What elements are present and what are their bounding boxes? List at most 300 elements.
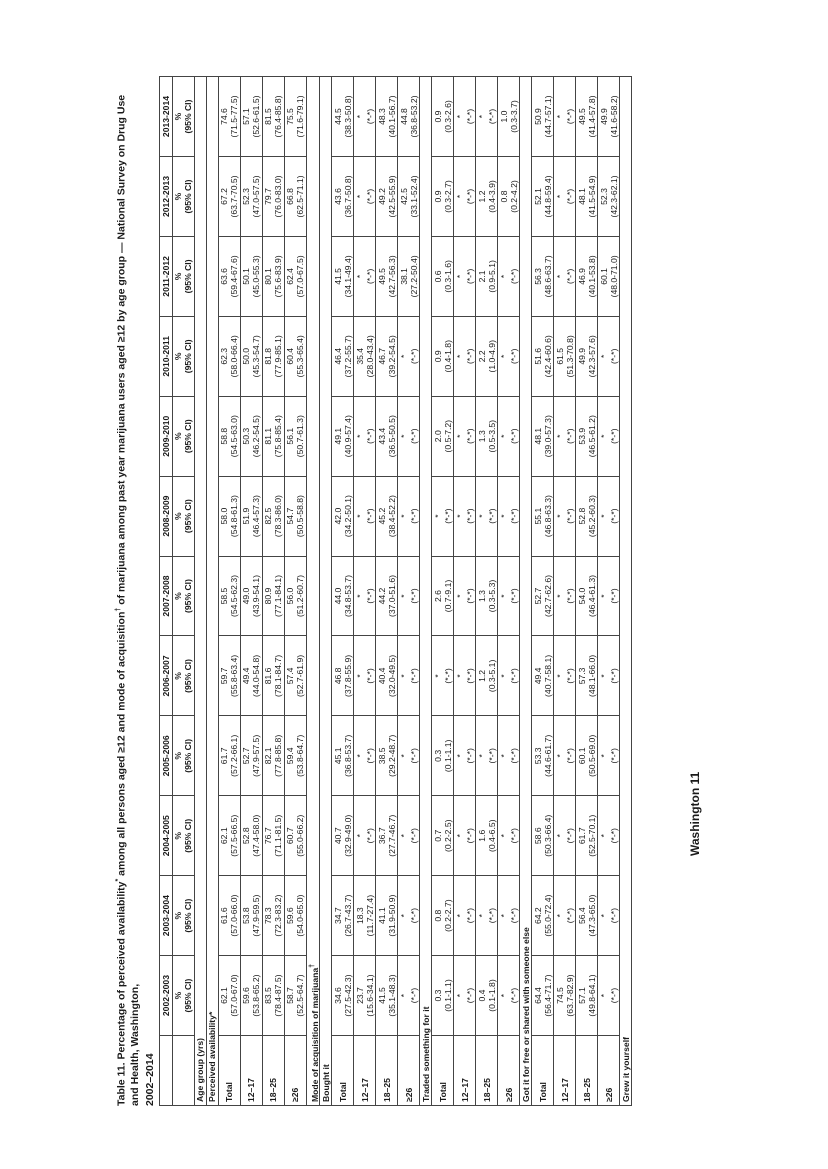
percent-value: 1.2 xyxy=(476,669,487,682)
confidence-interval: (*-*) xyxy=(508,668,519,684)
confidence-interval: (*-*) xyxy=(564,188,575,205)
percent-value: 81.1 xyxy=(263,427,273,445)
estimate-cell xyxy=(554,956,576,1036)
estimate-cell xyxy=(532,476,554,556)
confidence-interval: (76.4-85.8) xyxy=(273,95,283,138)
confidence-interval: (27.5-42.3) xyxy=(342,974,353,1017)
percent-value: 50.1 xyxy=(241,268,251,285)
section-header-row xyxy=(520,77,532,1106)
confidence-interval: (*-*) xyxy=(608,588,619,604)
estimate-cell xyxy=(432,157,454,237)
age-group-cell: ≥26 xyxy=(284,1036,306,1106)
confidence-interval: (29.2-48.7) xyxy=(386,734,397,777)
table-header xyxy=(159,77,206,1106)
confidence-interval: (*-*) xyxy=(464,668,475,684)
section-label-text: Traded something for it xyxy=(420,1006,431,1102)
age-group-cell: 18–25 xyxy=(262,1036,284,1106)
percent-symbol: % xyxy=(173,672,183,680)
estimate-cell xyxy=(554,716,576,796)
estimate-cell xyxy=(432,796,454,876)
percent-value: * xyxy=(554,913,565,918)
age-group-cell: 12–17 xyxy=(554,1036,576,1106)
age-group-cell: Total xyxy=(218,1036,240,1106)
confidence-interval: (41.4-57.8) xyxy=(586,95,597,138)
estimate-cell xyxy=(476,157,498,237)
percent-value: 80.1 xyxy=(263,268,273,285)
percent-value: * xyxy=(498,674,509,678)
confidence-interval: (42.7-56.3) xyxy=(386,255,397,298)
section-label-text: Bought it xyxy=(320,1064,331,1102)
section-label-text: Perceived availability* xyxy=(207,1011,217,1102)
estimate-cell xyxy=(354,157,376,237)
percent-value: 42.0 xyxy=(332,507,343,525)
ci-label: (95% CI) xyxy=(183,419,193,454)
estimate-cell xyxy=(240,876,262,956)
estimate-cell xyxy=(476,876,498,956)
estimate-cell xyxy=(454,316,476,396)
percent-value: 74.5 xyxy=(554,987,565,1004)
age-group-cell: 18–25 xyxy=(476,1036,498,1106)
confidence-interval: (0.2-2.7) xyxy=(442,899,453,932)
percent-value: 0.3 xyxy=(432,989,443,1002)
percent-value: 53.9 xyxy=(576,427,587,445)
confidence-interval: (*-*) xyxy=(608,508,619,524)
confidence-interval: (54.0-65.0) xyxy=(295,894,305,937)
estimate-cell xyxy=(240,956,262,1036)
percent-value: * xyxy=(454,594,465,598)
confidence-interval: (*-*) xyxy=(508,588,519,604)
estimate-cell xyxy=(354,876,376,956)
percent-value: * xyxy=(354,434,365,438)
percent-value: 0.3 xyxy=(432,749,443,762)
estimate-cell xyxy=(454,556,476,636)
estimate-cell xyxy=(284,316,306,396)
estimate-cell xyxy=(332,157,354,237)
estimate-cell xyxy=(398,236,420,316)
ci-subheader xyxy=(172,236,194,316)
confidence-interval: (*-*) xyxy=(408,748,419,764)
confidence-interval: (*-*) xyxy=(442,508,453,524)
estimate-cell xyxy=(376,316,398,396)
estimate-cell xyxy=(262,476,284,556)
confidence-interval: (*-*) xyxy=(464,828,475,844)
percent-value: 64.2 xyxy=(532,907,543,925)
percent-value: 81.6 xyxy=(263,667,273,685)
percent-value: 51.6 xyxy=(532,347,543,365)
confidence-interval: (0.2-2.5) xyxy=(442,819,453,852)
confidence-interval: (48.0-71.0) xyxy=(608,255,619,298)
percent-value: 44.2 xyxy=(376,587,387,605)
percent-value: * xyxy=(554,834,565,838)
confidence-interval: (0.1-1.8) xyxy=(486,979,497,1012)
confidence-interval: (45.0-55.3) xyxy=(251,255,261,298)
estimate-cell xyxy=(218,796,240,876)
percent-value: * xyxy=(454,674,465,678)
confidence-interval: (36.8-53.2) xyxy=(408,95,419,138)
estimate-cell xyxy=(284,636,306,716)
confidence-interval: (37.0-51.6) xyxy=(386,575,397,618)
estimate-cell xyxy=(476,556,498,636)
confidence-interval: (46.4-57.3) xyxy=(251,495,261,538)
percent-value: * xyxy=(554,754,565,758)
percent-value: 62.1 xyxy=(219,987,229,1004)
estimate-cell xyxy=(354,956,376,1036)
percent-value: 62.4 xyxy=(285,268,295,285)
confidence-interval: (*-*) xyxy=(464,188,475,205)
percent-value: 58.8 xyxy=(219,427,229,445)
percent-value: 1.3 xyxy=(476,430,487,443)
confidence-interval: (*-*) xyxy=(608,348,619,364)
year-header: 2008-2009 xyxy=(159,476,172,556)
confidence-interval: (*-*) xyxy=(564,588,575,604)
confidence-interval: (56.4-71.7) xyxy=(542,974,553,1017)
estimate-cell xyxy=(218,396,240,476)
confidence-interval: (50.3-66.4) xyxy=(542,814,553,857)
ci-label: (95% CI) xyxy=(183,499,193,534)
estimate-cell xyxy=(354,636,376,716)
percent-value: * xyxy=(354,194,365,199)
table-row xyxy=(332,77,354,1106)
estimate-cell xyxy=(576,77,598,157)
percent-value: 45.2 xyxy=(376,507,387,525)
percent-symbol: % xyxy=(173,432,183,441)
percent-value: * xyxy=(454,354,465,358)
estimate-cell xyxy=(332,956,354,1036)
estimate-cell xyxy=(218,876,240,956)
confidence-interval: (0.7-9.1) xyxy=(442,579,453,613)
confidence-interval: (*-*) xyxy=(364,268,375,285)
estimate-cell xyxy=(476,636,498,716)
estimate-cell xyxy=(454,396,476,476)
table-body xyxy=(206,77,632,1106)
table-row xyxy=(262,77,284,1106)
confidence-interval: (55.0-72.4) xyxy=(542,894,553,937)
percent-value: 49.5 xyxy=(376,268,387,285)
age-group-cell: Total xyxy=(532,1036,554,1106)
confidence-interval: (34.2-50.1) xyxy=(342,495,353,538)
estimate-cell xyxy=(376,236,398,316)
estimate-cell xyxy=(332,236,354,316)
corner-cell xyxy=(159,1036,172,1106)
estimate-cell xyxy=(498,876,520,956)
confidence-interval: (45.2-60.3) xyxy=(586,495,597,538)
percent-value: 76.7 xyxy=(263,827,273,845)
confidence-interval: (*-*) xyxy=(486,508,497,524)
estimate-cell xyxy=(532,316,554,396)
section-label-text: Got it for free or shared with someone else xyxy=(520,927,531,1102)
confidence-interval: (54.5-63.0) xyxy=(229,415,239,458)
percent-value: * xyxy=(454,913,465,918)
confidence-interval: (39.2-54.5) xyxy=(386,335,397,378)
estimate-cell xyxy=(262,556,284,636)
ci-subheader xyxy=(172,556,194,636)
estimate-cell xyxy=(240,316,262,396)
ci-subheader xyxy=(172,316,194,396)
confidence-interval: (*-*) xyxy=(608,908,619,924)
confidence-interval: (55.3-65.4) xyxy=(295,335,305,378)
confidence-interval: (77.1-84.1) xyxy=(273,575,283,618)
percent-symbol: % xyxy=(173,112,183,121)
percent-value: 46.9 xyxy=(576,268,587,285)
table-row xyxy=(476,77,498,1106)
age-group-header-row xyxy=(194,77,206,1106)
estimate-cell xyxy=(598,716,620,796)
confidence-interval: (*-*) xyxy=(564,508,575,524)
confidence-interval: (*-*) xyxy=(408,828,419,844)
confidence-interval: (71.1-81.5) xyxy=(273,814,283,857)
confidence-interval: (*-*) xyxy=(364,188,375,205)
ci-label: (95% CI) xyxy=(183,978,193,1013)
estimate-cell xyxy=(532,556,554,636)
percent-value: 2.1 xyxy=(476,270,487,283)
percent-value: * xyxy=(398,913,409,918)
estimate-cell xyxy=(354,556,376,636)
percent-value: * xyxy=(454,114,465,119)
estimate-cell xyxy=(476,796,498,876)
confidence-interval: (*-*) xyxy=(564,268,575,285)
confidence-interval: (*-*) xyxy=(464,108,475,125)
confidence-interval: (38.4-52.2) xyxy=(386,495,397,538)
estimate-cell xyxy=(554,476,576,556)
percent-value: 61.7 xyxy=(219,747,229,765)
confidence-interval: (46.2-54.5) xyxy=(251,415,261,458)
percent-value: 59.7 xyxy=(219,667,229,685)
estimate-cell xyxy=(218,77,240,157)
estimate-cell xyxy=(598,316,620,396)
estimate-cell xyxy=(432,876,454,956)
estimate-cell xyxy=(598,476,620,556)
confidence-interval: (71.6-79.1) xyxy=(295,95,305,138)
confidence-interval: (11.7-27.4) xyxy=(364,894,375,937)
confidence-interval: (42.3-62.1) xyxy=(608,175,619,218)
estimate-cell xyxy=(498,157,520,237)
percent-value: * xyxy=(476,514,487,518)
estimate-cell xyxy=(262,716,284,796)
estimate-cell xyxy=(598,236,620,316)
estimate-cell xyxy=(376,956,398,1036)
age-group-cell: ≥26 xyxy=(398,1036,420,1106)
percent-value: 1.6 xyxy=(476,829,487,842)
estimate-cell xyxy=(598,77,620,157)
percent-value: 42.5 xyxy=(398,188,409,205)
confidence-interval: (0.3-2.7) xyxy=(442,180,453,213)
confidence-interval: (28.0-43.4) xyxy=(364,335,375,378)
ci-label: (95% CI) xyxy=(183,99,193,134)
percent-value: 53.3 xyxy=(532,747,543,765)
ci-subheader xyxy=(172,956,194,1036)
percent-value: * xyxy=(454,993,465,998)
percent-value: * xyxy=(398,354,409,358)
percent-value: * xyxy=(598,754,609,758)
confidence-interval: (57.2-66.1) xyxy=(229,734,239,777)
ci-subheader xyxy=(172,157,194,237)
confidence-interval: (59.4-67.6) xyxy=(229,255,239,298)
estimate-cell xyxy=(498,556,520,636)
table-row xyxy=(498,77,520,1106)
data-table xyxy=(159,76,633,1106)
estimate-cell xyxy=(398,716,420,796)
estimate-cell xyxy=(284,556,306,636)
confidence-interval: (78.1-84.7) xyxy=(273,654,283,697)
age-group-cell: 18–25 xyxy=(576,1036,598,1106)
percent-value: * xyxy=(554,434,565,438)
estimate-cell xyxy=(454,876,476,956)
confidence-interval: (*-*) xyxy=(464,987,475,1004)
estimate-cell xyxy=(240,716,262,796)
confidence-interval: (47.9-57.5) xyxy=(251,734,261,777)
confidence-interval: (39.0-57.3) xyxy=(542,415,553,458)
percent-value: * xyxy=(398,754,409,758)
percent-value: 44.8 xyxy=(398,108,409,125)
confidence-interval: (36.8-53.7) xyxy=(342,734,353,777)
estimate-cell xyxy=(598,157,620,237)
age-group-cell: 12–17 xyxy=(240,1036,262,1106)
percent-value: 1.2 xyxy=(476,190,487,203)
percent-value: * xyxy=(498,274,509,279)
percent-value: 80.9 xyxy=(263,587,273,605)
estimate-cell xyxy=(432,556,454,636)
percent-value: 61.5 xyxy=(554,347,565,365)
confidence-interval: (0.1-1.1) xyxy=(442,739,453,773)
estimate-cell xyxy=(576,556,598,636)
year-header: 2006-2007 xyxy=(159,636,172,716)
estimate-cell xyxy=(576,796,598,876)
confidence-interval: (52.7-61.9) xyxy=(295,654,305,697)
estimate-cell xyxy=(284,157,306,237)
confidence-interval: (58.0-66.4) xyxy=(229,335,239,378)
percent-value: * xyxy=(598,834,609,838)
percent-value: * xyxy=(476,114,487,119)
percent-value: 41.5 xyxy=(332,268,343,285)
percent-value: 58.5 xyxy=(219,587,229,605)
percent-symbol: % xyxy=(173,192,183,201)
confidence-interval: (40.7-58.1) xyxy=(542,654,553,697)
percent-value: 40.7 xyxy=(332,827,343,845)
estimate-cell xyxy=(554,556,576,636)
confidence-interval: (44.6-61.7) xyxy=(542,734,553,777)
estimate-cell xyxy=(376,77,398,157)
corner-cell xyxy=(172,1036,194,1106)
estimate-cell xyxy=(498,77,520,157)
percent-value: 44.0 xyxy=(332,587,343,605)
estimate-cell xyxy=(576,157,598,237)
confidence-interval: (*-*) xyxy=(508,908,519,924)
confidence-interval: (48.6-63.7) xyxy=(542,255,553,298)
estimate-cell xyxy=(218,157,240,237)
confidence-interval: (49.8-64.1) xyxy=(586,974,597,1017)
confidence-interval: (*-*) xyxy=(464,508,475,524)
percent-value: 61.6 xyxy=(219,907,229,925)
percent-value: 52.3 xyxy=(241,188,251,205)
estimate-cell xyxy=(240,157,262,237)
confidence-interval: (*-*) xyxy=(364,828,375,844)
percent-value: 0.4 xyxy=(476,989,487,1002)
percent-value: 49.9 xyxy=(598,108,609,125)
estimate-cell xyxy=(476,716,498,796)
table-subtitle: 2002–2014 xyxy=(143,1053,156,1106)
table-row xyxy=(576,77,598,1106)
estimate-cell xyxy=(498,396,520,476)
confidence-interval: (78.4-87.5) xyxy=(273,974,283,1017)
percent-value: 62.3 xyxy=(219,347,229,365)
percent-value: 50.0 xyxy=(241,347,251,365)
estimate-cell xyxy=(262,796,284,876)
confidence-interval: (*-*) xyxy=(564,668,575,684)
confidence-interval: (*-*) xyxy=(408,428,419,444)
estimate-cell xyxy=(354,476,376,556)
section-label xyxy=(520,77,532,1106)
ci-label: (95% CI) xyxy=(183,738,193,773)
confidence-interval: (*-*) xyxy=(608,428,619,444)
percent-value: * xyxy=(454,194,465,199)
estimate-cell xyxy=(576,956,598,1036)
estimate-cell xyxy=(576,316,598,396)
estimate-cell xyxy=(398,556,420,636)
year-header: 2011-2012 xyxy=(159,236,172,316)
percent-value: * xyxy=(354,834,365,838)
percent-value: 43.4 xyxy=(376,427,387,445)
confidence-interval: (*-*) xyxy=(564,108,575,125)
confidence-interval: (55.8-63.4) xyxy=(229,654,239,697)
confidence-interval: (52.5-64.7) xyxy=(295,974,305,1017)
table-row xyxy=(218,77,240,1106)
estimate-cell xyxy=(454,77,476,157)
percent-value: 52.7 xyxy=(532,587,543,605)
percent-value: * xyxy=(454,274,465,279)
estimate-cell xyxy=(262,157,284,237)
estimate-cell xyxy=(332,476,354,556)
table-row xyxy=(398,77,420,1106)
percent-value: 56.4 xyxy=(576,907,587,925)
confidence-interval: (77.8-85.8) xyxy=(273,734,283,777)
estimate-cell xyxy=(398,77,420,157)
percent-value: * xyxy=(498,993,509,998)
confidence-interval: (1.0-4.9) xyxy=(486,340,497,373)
estimate-cell xyxy=(218,636,240,716)
percent-value: 82.1 xyxy=(263,747,273,765)
confidence-interval: (42.5-55.9) xyxy=(386,175,397,218)
confidence-interval: (32.0-49.5) xyxy=(386,654,397,697)
age-group-cell: 12–17 xyxy=(454,1036,476,1106)
percent-value: * xyxy=(398,594,409,598)
confidence-interval: (27.7-46.7) xyxy=(386,814,397,857)
ci-subheader xyxy=(172,796,194,876)
percent-value: 36.7 xyxy=(376,827,387,845)
percent-value: 0.8 xyxy=(432,909,443,922)
percent-value: * xyxy=(398,674,409,678)
percent-value: 58.0 xyxy=(219,507,229,525)
estimate-cell xyxy=(454,236,476,316)
year-header: 2002-2003 xyxy=(159,956,172,1036)
section-header-row xyxy=(320,77,332,1106)
percent-value: 1.3 xyxy=(476,590,487,602)
confidence-interval: (0.5-3.5) xyxy=(486,419,497,453)
confidence-interval: (44.7-57.1) xyxy=(542,95,553,138)
percent-value: * xyxy=(354,594,365,598)
estimate-cell xyxy=(218,316,240,396)
percent-value: 49.9 xyxy=(576,347,587,365)
confidence-interval: (*-*) xyxy=(508,748,519,764)
confidence-interval: (*-*) xyxy=(442,668,453,684)
percent-value: 81.5 xyxy=(263,108,273,125)
percent-value: 45.1 xyxy=(332,747,343,765)
percent-value: 57.4 xyxy=(285,667,295,685)
confidence-interval: (57.0-67.5) xyxy=(295,255,305,298)
confidence-interval: (78.3-86.0) xyxy=(273,495,283,538)
percent-value: * xyxy=(498,434,509,438)
estimate-cell xyxy=(262,396,284,476)
estimate-cell xyxy=(376,636,398,716)
